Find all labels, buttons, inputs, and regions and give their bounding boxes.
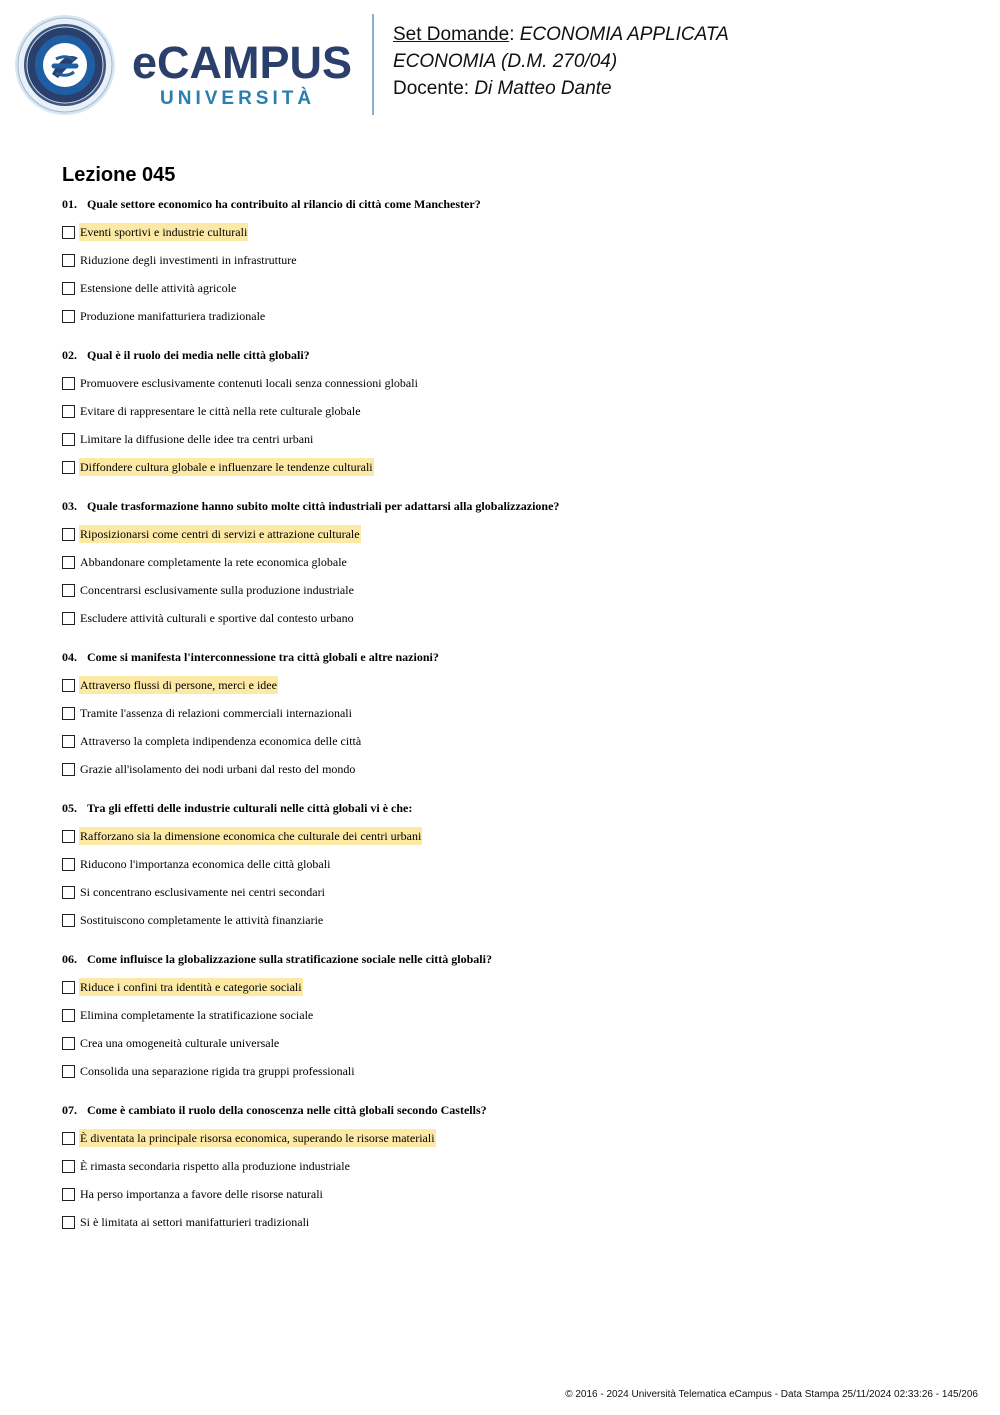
- teacher-line: [393, 75, 729, 102]
- answer-option[interactable]: [62, 878, 962, 906]
- correct-answer-text: Riduce i confini tra identità e categorie sociali: [80, 980, 302, 994]
- header-divider: [372, 14, 374, 115]
- correct-answer-text: Eventi sportivi e industrie culturali: [80, 225, 248, 239]
- answer-checkbox[interactable]: [62, 1160, 75, 1173]
- answer-checkbox[interactable]: [62, 735, 75, 748]
- question-number: 04.: [62, 650, 77, 664]
- answer-checkbox[interactable]: [62, 310, 75, 323]
- question-text: [62, 949, 962, 973]
- answer-checkbox[interactable]: [62, 886, 75, 899]
- answer-text: Concentrarsi esclusivamente sulla produzione industriale: [80, 583, 354, 597]
- ecampus-wordmark: [132, 37, 356, 114]
- subject-name: ECONOMIA APPLICATA: [519, 24, 729, 45]
- answer-checkbox[interactable]: [62, 528, 75, 541]
- answer-text: Riduzione degli investimenti in infrastrutture: [80, 253, 297, 267]
- answer-text: Limitare la diffusione delle idee tra centri urbani: [80, 432, 314, 446]
- answer-checkbox[interactable]: [62, 584, 75, 597]
- question-block: [62, 798, 962, 949]
- teacher-label: Docente:: [393, 78, 470, 99]
- answer-option[interactable]: [62, 671, 962, 699]
- answer-text: Estensione delle attività agricole: [80, 281, 237, 295]
- answer-option[interactable]: [62, 1057, 962, 1085]
- question-block: [62, 647, 962, 798]
- answer-text: Attraverso la completa indipendenza economica delle città: [80, 734, 362, 748]
- answer-option[interactable]: [62, 727, 962, 755]
- answer-option[interactable]: [62, 1208, 962, 1236]
- answer-text: Ha perso importanza a favore delle risorse naturali: [80, 1187, 323, 1201]
- question-text: [62, 496, 962, 520]
- university-seal-logo: [14, 14, 116, 116]
- question-number: 06.: [62, 952, 77, 966]
- question-text: [62, 798, 962, 822]
- answer-checkbox[interactable]: [62, 763, 75, 776]
- answer-option[interactable]: [62, 548, 962, 576]
- logo-text: eCAMPUS: [132, 37, 353, 88]
- question-text: [62, 345, 962, 369]
- set-subject-line: Set Domande: ECONOMIA APPLICATA: [393, 24, 729, 45]
- question-text: [62, 647, 962, 671]
- question-block: [62, 1100, 962, 1251]
- answer-option[interactable]: [62, 1124, 962, 1152]
- logo-subtitle: UNIVERSITÀ: [160, 88, 316, 109]
- question-number: 05.: [62, 801, 77, 815]
- correct-answer-text: Rafforzano sia la dimensione economica che culturale dei centri urbani: [80, 829, 422, 843]
- question-block: [62, 949, 962, 1100]
- answer-checkbox[interactable]: [62, 914, 75, 927]
- question-list: [62, 194, 962, 1251]
- answer-text: Promuovere esclusivamente contenuti locali senza connessioni globali: [80, 376, 418, 390]
- answer-text: Grazie all'isolamento dei nodi urbani dal resto del mondo: [80, 762, 356, 776]
- answer-option[interactable]: [62, 1180, 962, 1208]
- answer-checkbox[interactable]: [62, 1065, 75, 1078]
- answer-checkbox[interactable]: [62, 282, 75, 295]
- question-text: [62, 194, 962, 218]
- question-number: 03.: [62, 499, 77, 513]
- answer-text: Si concentrano esclusivamente nei centri secondari: [80, 885, 325, 899]
- answer-option[interactable]: [62, 906, 962, 934]
- teacher-name: Di Matteo Dante: [474, 78, 612, 99]
- set-label: Set Domande: [393, 24, 510, 45]
- question-block: [62, 496, 962, 647]
- answer-option[interactable]: [62, 973, 962, 1001]
- question-label: Come si manifesta l'interconnessione tra città globali e altre nazioni?: [87, 650, 439, 664]
- answer-checkbox[interactable]: [62, 254, 75, 267]
- answer-checkbox[interactable]: [62, 830, 75, 843]
- answer-text: È rimasta secondaria rispetto alla produzione industriale: [80, 1159, 350, 1173]
- question-number: 02.: [62, 348, 77, 362]
- answer-text: Consolida una separazione rigida tra gruppi professionali: [80, 1064, 355, 1078]
- page-footer: © 2016 - 2024 Università Telematica eCampus - Data Stampa 25/11/2024 02:33:26 - 145/206: [565, 1389, 978, 1400]
- answer-checkbox[interactable]: [62, 377, 75, 390]
- answer-checkbox[interactable]: [62, 556, 75, 569]
- answer-checkbox[interactable]: [62, 405, 75, 418]
- question-number: 01.: [62, 197, 77, 211]
- question-label: Quale settore economico ha contribuito al rilancio di città come Manchester?: [87, 197, 481, 211]
- answer-checkbox[interactable]: [62, 679, 75, 692]
- answer-text: Elimina completamente la stratificazione sociale: [80, 1008, 314, 1022]
- course-name: ECONOMIA (D.M. 270/04): [393, 51, 618, 72]
- page-header: [0, 0, 1000, 130]
- answer-option[interactable]: [62, 369, 962, 397]
- answer-checkbox[interactable]: [62, 981, 75, 994]
- answer-option[interactable]: [62, 397, 962, 425]
- question-label: Tra gli effetti delle industrie culturali nelle città globali vi è che:: [87, 801, 413, 815]
- seal-icon: [14, 14, 116, 116]
- question-label: Come è cambiato il ruolo della conoscenza nelle città globali secondo Castells?: [87, 1103, 487, 1117]
- answer-option[interactable]: [62, 576, 962, 604]
- set-info: [393, 21, 729, 102]
- answer-option[interactable]: [62, 755, 962, 783]
- answer-checkbox[interactable]: [62, 461, 75, 474]
- answer-option[interactable]: [62, 1001, 962, 1029]
- question-label: Come influisce la globalizzazione sulla stratificazione sociale nelle città globali?: [87, 952, 492, 966]
- question-label: Quale trasformazione hanno subito molte città industriali per adattarsi alla globalizzazione?: [87, 499, 560, 513]
- answer-checkbox[interactable]: [62, 1037, 75, 1050]
- answer-checkbox[interactable]: [62, 707, 75, 720]
- answer-option[interactable]: [62, 302, 962, 330]
- answer-option[interactable]: [62, 850, 962, 878]
- answer-text: Crea una omogeneità culturale universale: [80, 1036, 280, 1050]
- answer-text: Si è limitata ai settori manifatturieri tradizionali: [80, 1215, 310, 1229]
- question-block: [62, 194, 962, 345]
- answer-option[interactable]: [62, 218, 962, 246]
- correct-answer-text: È diventata la principale risorsa economica, superando le risorse materiali: [80, 1131, 435, 1145]
- answer-option[interactable]: [62, 246, 962, 274]
- answer-option[interactable]: [62, 453, 962, 481]
- question-text: [62, 1100, 962, 1124]
- answer-text: Riducono l'importanza economica delle città globali: [80, 857, 331, 871]
- answer-checkbox[interactable]: [62, 612, 75, 625]
- answer-checkbox[interactable]: [62, 433, 75, 446]
- correct-answer-text: Riposizionarsi come centri di servizi e attrazione culturale: [80, 527, 360, 541]
- answer-text: Escludere attività culturali e sportive dal contesto urbano: [80, 611, 354, 625]
- question-number: 07.: [62, 1103, 77, 1117]
- answer-checkbox[interactable]: [62, 226, 75, 239]
- answer-text: Abbandonare completamente la rete economica globale: [80, 555, 347, 569]
- answer-checkbox[interactable]: [62, 858, 75, 871]
- answer-option[interactable]: [62, 1152, 962, 1180]
- answer-text: Tramite l'assenza di relazioni commerciali internazionali: [80, 706, 352, 720]
- answer-text: Produzione manifatturiera tradizionale: [80, 309, 266, 323]
- answer-checkbox[interactable]: [62, 1132, 75, 1145]
- answer-checkbox[interactable]: [62, 1009, 75, 1022]
- answer-option[interactable]: [62, 274, 962, 302]
- answer-option[interactable]: [62, 604, 962, 632]
- correct-answer-text: Attraverso flussi di persone, merci e idee: [80, 678, 277, 692]
- answer-checkbox[interactable]: [62, 1216, 75, 1229]
- answer-option[interactable]: [62, 822, 962, 850]
- answer-option[interactable]: [62, 425, 962, 453]
- answer-option[interactable]: [62, 1029, 962, 1057]
- question-block: [62, 345, 962, 496]
- answer-option[interactable]: [62, 699, 962, 727]
- question-label: Qual è il ruolo dei media nelle città globali?: [87, 348, 310, 362]
- lesson-title: Lezione 045: [62, 164, 176, 186]
- answer-option[interactable]: [62, 520, 962, 548]
- answer-text: Sostituiscono completamente le attività finanziarie: [80, 913, 324, 927]
- correct-answer-text: Diffondere cultura globale e influenzare le tendenze culturali: [80, 460, 373, 474]
- answer-checkbox[interactable]: [62, 1188, 75, 1201]
- answer-text: Evitare di rappresentare le città nella rete culturale globale: [80, 404, 361, 418]
